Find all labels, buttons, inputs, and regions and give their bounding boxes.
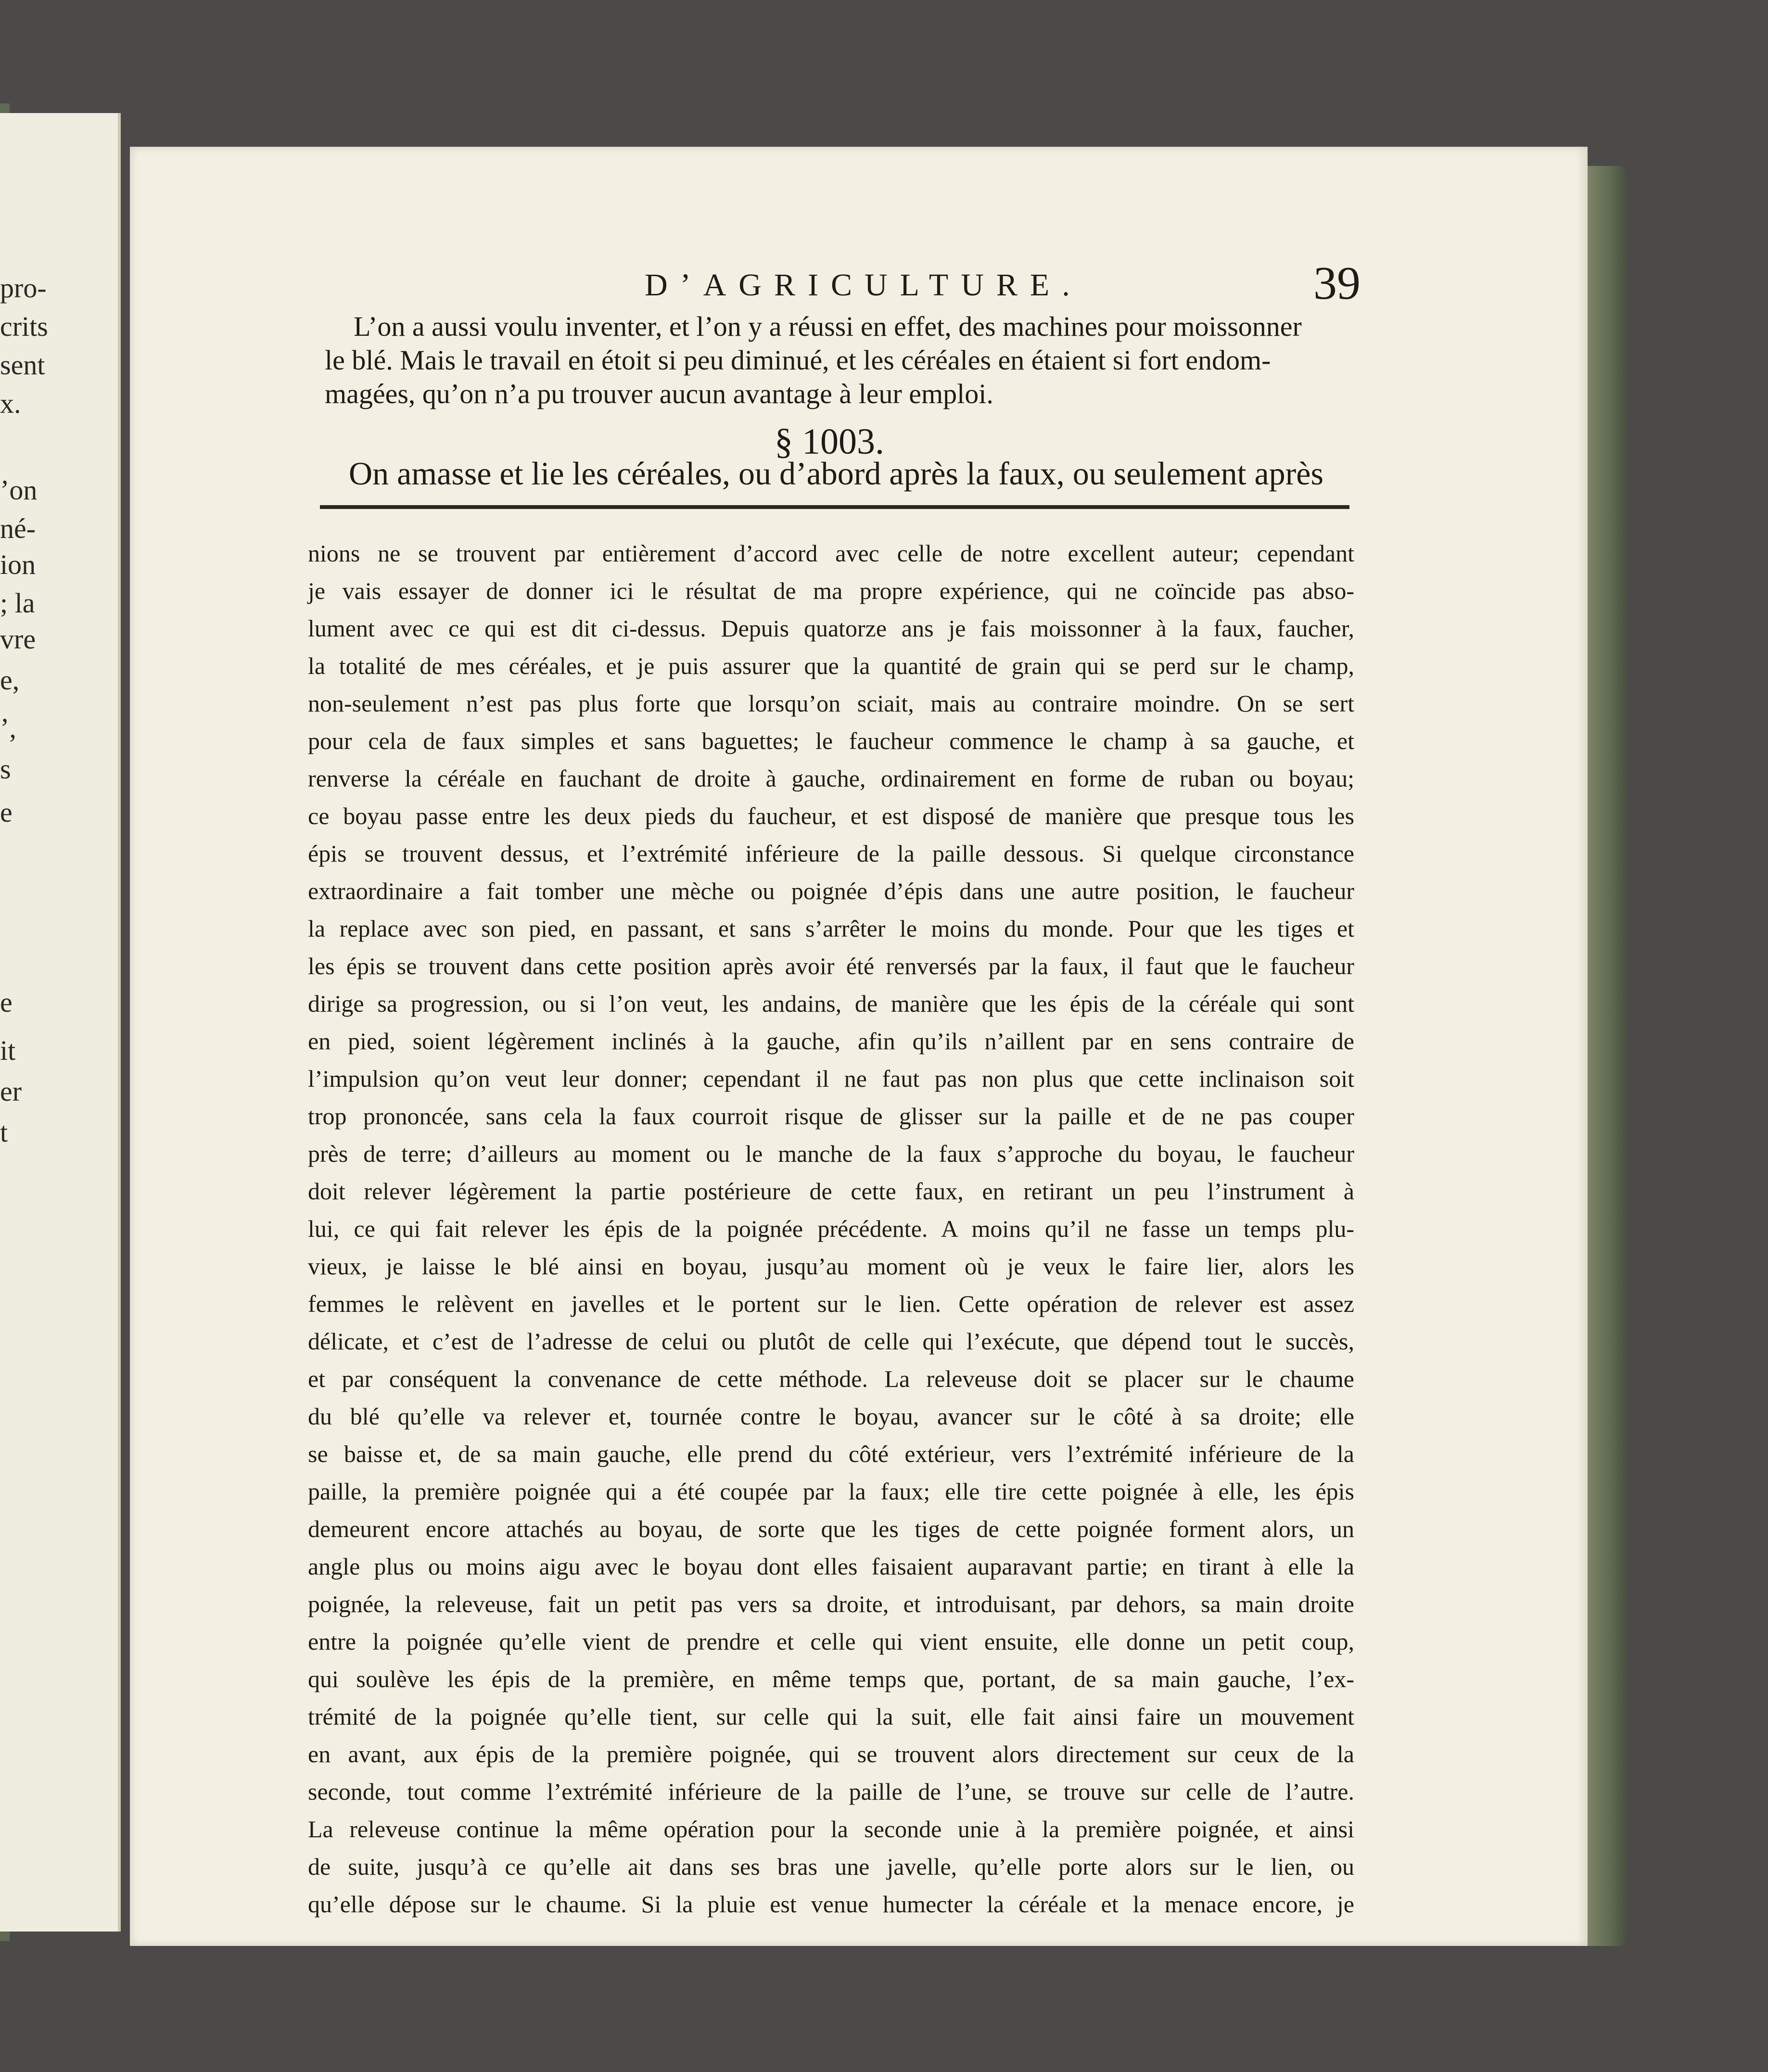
- footnote-line: je vais essayer de donner ici le résultat de ma propre expérience, qui ne coïncide pas abso-: [308, 577, 1354, 604]
- footnote-line: extraordinaire a fait tomber une mèche ou poignée d’épis dans une autre position, le faucheur: [308, 877, 1354, 904]
- left-page-text-fragment: er: [0, 1076, 22, 1107]
- footnote-line: l’impulsion qu’on veut leur donner; cependant il ne faut pas non plus que cette inclinaison soit: [308, 1065, 1354, 1092]
- footnote-line: la totalité de mes céréales, et je puis assurer que la quantité de grain qui se perd sur le champ,: [308, 652, 1354, 679]
- left-facing-page: [0, 113, 121, 1932]
- footnote-line: délicate, et c’est de l’adresse de celui ou plutôt de celle qui l’exécute, que dépend tout le succès,: [308, 1328, 1354, 1355]
- footnote-line: non-seulement n’est pas plus forte que lorsqu’on sciait, mais au contraire moindre. On se sert: [308, 690, 1354, 717]
- section-number: § 1003.: [775, 421, 884, 462]
- footnote-line: près de terre; d’ailleurs au moment ou le manche de la faux s’approche du boyau, le faucheur: [308, 1140, 1354, 1167]
- footnote-line: poignée, la releveuse, fait un petit pas vers sa droite, et introduisant, par dehors, sa main droite: [308, 1590, 1354, 1617]
- footnote-line: entre la poignée qu’elle vient de prendre et celle qui vient ensuite, elle donne un petit coup,: [308, 1628, 1354, 1655]
- footnote-line: lui, ce qui fait relever les épis de la poignée précédente. A moins qu’il ne fasse un temps plu-: [308, 1215, 1354, 1242]
- main-text-last-line: On amasse et lie les céréales, ou d’abord après la faux, ou seulement après: [349, 455, 1323, 492]
- footnote-line: doit relever légèrement la partie postérieure de cette faux, en retirant un peu l’instrument à: [308, 1178, 1354, 1205]
- main-text-line: le blé. Mais le travail en étoit si peu diminué, et les céréales en étaient si fort endom-: [325, 344, 1271, 376]
- page-number: 39: [1313, 257, 1361, 309]
- left-page-text-fragment: e: [0, 797, 13, 828]
- footnote-line: qui soulève les épis de la première, en même temps que, portant, de sa main gauche, l’ex-: [308, 1665, 1354, 1692]
- left-page-text-fragment: né-: [0, 513, 36, 544]
- footnote-line: qu’elle dépose sur le chaume. Si la pluie est venue humecter la céréale et la menace encore, je: [308, 1891, 1354, 1918]
- left-page-text-fragment: vre: [0, 623, 36, 655]
- footnote-line: vieux, je laisse le blé ainsi en boyau, jusqu’au moment où je veux le faire lier, alors les: [308, 1253, 1354, 1280]
- footnote-line: les épis se trouvent dans cette position après avoir été renversés par la faux, il faut que le faucheur: [308, 953, 1354, 979]
- left-page-text-fragment: ’,: [0, 712, 16, 744]
- footnote-line: seconde, tout comme l’extrémité inférieure de la paille de l’une, se trouve sur celle de l’autre.: [308, 1778, 1354, 1805]
- footnote-line: et par conséquent la convenance de cette méthode. La releveuse doit se placer sur le chaume: [308, 1365, 1354, 1392]
- footnote-line: en avant, aux épis de la première poignée, qui se trouvent alors directement sur ceux de la: [308, 1741, 1354, 1767]
- left-page-text-fragment: sent: [0, 349, 45, 381]
- book-cover-edge: [1588, 166, 1626, 1946]
- left-page-text-fragment: t: [0, 1117, 8, 1148]
- main-text-line: magées, qu’on n’a pu trouver aucun avantage à leur emploi.: [325, 378, 993, 409]
- footnote-line: de suite, jusqu’à ce qu’elle ait dans ses bras une javelle, qu’elle porte alors sur le lien, ou: [308, 1853, 1354, 1880]
- footnote-separator-rule: [320, 505, 1349, 509]
- footnote-line: La releveuse continue la même opération pour la seconde unie à la première poignée, et ainsi: [308, 1816, 1354, 1843]
- footnote-line: trop prononcée, sans cela la faux courroit risque de glisser sur la paille et de ne pas couper: [308, 1103, 1354, 1130]
- left-page-text-fragment: ; la: [0, 587, 35, 619]
- left-page-text-fragment: e: [0, 987, 13, 1018]
- left-page-text-fragment: s: [0, 753, 11, 785]
- main-text-line: L’on a aussi voulu inventer, et l’on y a réussi en effet, des machines pour moissonner: [354, 311, 1302, 342]
- left-page-text-fragment: it: [0, 1035, 16, 1066]
- running-head-title: D’AGRICULTURE.: [645, 267, 1082, 303]
- footnote-line: épis se trouvent dessus, et l’extrémité inférieure de la paille dessous. Si quelque circonstance: [308, 840, 1354, 867]
- left-page-text-fragment: e,: [0, 664, 20, 696]
- footnote-line: pour cela de faux simples et sans baguettes; le faucheur commence le champ à sa gauche, et: [308, 727, 1354, 754]
- left-page-text-fragment: ’on: [0, 474, 38, 506]
- footnote-line: se baisse et, de sa main gauche, elle prend du côté extérieur, vers l’extrémité inférieure de la: [308, 1440, 1354, 1467]
- footnote-line: renverse la céréale en fauchant de droite à gauche, ordinairement en forme de ruban ou boyau;: [308, 765, 1354, 792]
- left-page-text-fragment: x.: [0, 388, 21, 419]
- footnote-line: demeurent encore attachés au boyau, de sorte que les tiges de cette poignée forment alors, un: [308, 1515, 1354, 1542]
- left-page-text-fragment: crits: [0, 311, 48, 342]
- book-page: [130, 147, 1588, 1946]
- left-page-text-fragment: ion: [0, 549, 36, 580]
- footnote-line: nions ne se trouvent par entièrement d’accord avec celle de notre excellent auteur; cependant: [308, 540, 1354, 567]
- footnote-line: du blé qu’elle va relever et, tournée contre le boyau, avancer sur le côté à sa droite; elle: [308, 1403, 1354, 1430]
- footnote-line: en pied, soient légèrement inclinés à la gauche, afin qu’ils n’aillent par en sens contraire de: [308, 1028, 1354, 1055]
- footnote-line: femmes le relèvent en javelles et le portent sur le lien. Cette opération de relever est assez: [308, 1290, 1354, 1317]
- footnote-line: trémité de la poignée qu’elle tient, sur celle qui la suit, elle fait ainsi faire un mouvement: [308, 1703, 1354, 1730]
- footnote-line: paille, la première poignée qui a été coupée par la faux; elle tire cette poignée à elle, les épis: [308, 1478, 1354, 1505]
- footnote-line: la replace avec son pied, en passant, et sans s’arrêter le moins du monde. Pour que les tiges et: [308, 915, 1354, 942]
- footnote-line: lument avec ce qui est dit ci-dessus. Depuis quatorze ans je fais moissonner à la faux, faucher,: [308, 615, 1354, 642]
- running-head: [130, 257, 1588, 315]
- footnote-line: ce boyau passe entre les deux pieds du faucheur, et est disposé de manière que presque tous les: [308, 802, 1354, 829]
- footnote-line: dirige sa progression, ou si l’on veut, les andains, de manière que les épis de la céréale qui sont: [308, 990, 1354, 1017]
- left-page-text-fragment: pro-: [0, 272, 47, 304]
- footnote-line: angle plus ou moins aigu avec le boyau dont elles faisaient auparavant partie; en tirant à elle la: [308, 1553, 1354, 1580]
